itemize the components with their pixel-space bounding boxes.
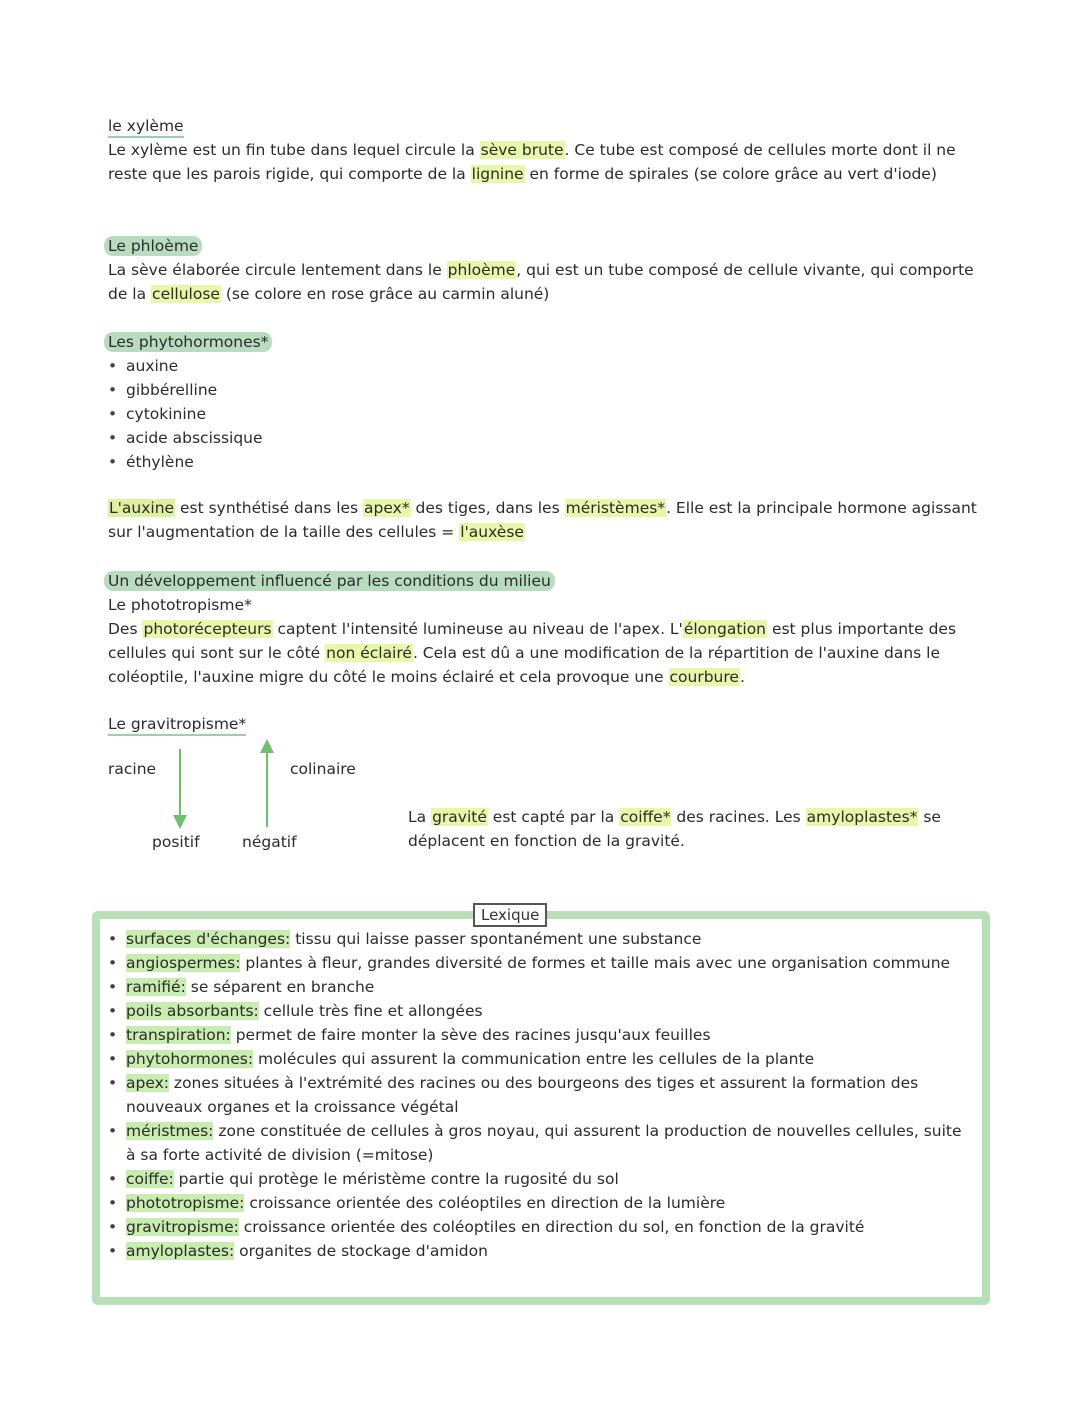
lexique-term: phototropisme: bbox=[126, 1194, 245, 1212]
arrow-down-icon bbox=[173, 749, 187, 829]
highlight-courbure: courbure bbox=[669, 668, 739, 686]
section-gravitropisme bbox=[108, 712, 978, 736]
section-title-xylem: le xylème bbox=[108, 116, 184, 138]
lexique-term: angiospermes: bbox=[126, 954, 241, 972]
gravitropism-arrows-diagram bbox=[160, 735, 290, 835]
highlight-phloeme: phloème bbox=[447, 261, 516, 279]
text-run: se déplacent en fonction de la gravité. bbox=[408, 808, 941, 850]
xylem-paragraph bbox=[108, 138, 978, 186]
text-run: Le xylème est un fin tube dans lequel circule la bbox=[108, 141, 480, 159]
section-phloem bbox=[108, 234, 978, 306]
highlight-auxine: L'auxine bbox=[109, 499, 175, 517]
lexique-definition: croissance orientée des coléoptiles en direction du sol, en fonction de la gravité bbox=[238, 1218, 865, 1236]
lexique-item bbox=[108, 1239, 973, 1263]
text-run: La sève élaborée circule lentement dans le bbox=[108, 261, 447, 279]
label-positif: positif bbox=[152, 833, 200, 851]
lexique-definition: permet de faire monter la sève des racines jusqu'aux feuilles bbox=[230, 1026, 711, 1044]
section-title-phloem: Le phloème bbox=[104, 236, 202, 256]
lexique-term: transpiration: bbox=[126, 1026, 231, 1044]
lexique-definition: molécules qui assurent la communication entre les cellules de la plante bbox=[253, 1050, 815, 1068]
text-run: captent l'intensité lumineuse au niveau de l'apex. L' bbox=[272, 620, 683, 638]
lexique-term: gravitropisme: bbox=[126, 1218, 239, 1236]
list-item: • acide abscissique bbox=[108, 426, 978, 450]
text-run: , qui est un tube composé de cellule vivante, qui comporte de la bbox=[108, 261, 974, 303]
highlight-meristemes: méristèmes* bbox=[565, 499, 666, 517]
auxine-paragraph bbox=[108, 496, 978, 544]
list-item: • éthylène bbox=[108, 450, 978, 474]
text-run: La bbox=[408, 808, 432, 826]
lexique-item bbox=[108, 1167, 973, 1191]
lexique-item bbox=[108, 999, 973, 1023]
lexique-item bbox=[108, 951, 973, 975]
section-xylem bbox=[108, 114, 978, 186]
list-item: • gibbérelline bbox=[108, 378, 978, 402]
lexique-item bbox=[108, 1215, 973, 1239]
section-title-phytohormones: Les phytohormones* bbox=[104, 332, 272, 352]
lexique-definition: cellule très fine et allongées bbox=[258, 1002, 483, 1020]
lexique-definition: zone constituée de cellules à gros noyau, qui assurent la production de nouvelles cellules, suite à sa forte activité de division (=mitose) bbox=[126, 1122, 962, 1164]
text-run: . Cela est dû a une modification de la répartition de l'auxine dans le coléoptile, l'auxine migre du côté le moins éclairé et cela provoque une bbox=[108, 644, 941, 686]
lexique-definition: organites de stockage d'amidon bbox=[234, 1242, 488, 1260]
text-run: en forme de spirales (se colore grâce au vert d'iode) bbox=[524, 165, 937, 183]
section-milieu bbox=[108, 569, 978, 689]
lexique-item bbox=[108, 1071, 973, 1119]
text-run: . Elle est la principale hormone agissant sur l'augmentation de la taille des cellules = bbox=[108, 499, 977, 541]
highlight-cellulose: cellulose bbox=[152, 285, 220, 303]
text-run: . bbox=[739, 668, 745, 686]
lexique-item bbox=[108, 975, 973, 999]
highlight-gravite: gravité bbox=[432, 808, 487, 826]
section-auxine bbox=[108, 496, 978, 544]
lexique-definition: zones situées à l'extrémité des racines ou des bourgeons des tiges et assurent la formation des nouveaux organes et la croissance végétal bbox=[126, 1074, 919, 1116]
list-item: • auxine bbox=[108, 354, 978, 378]
lexique-term: phytohormones: bbox=[126, 1050, 254, 1068]
text-run: (se colore en rose grâce au carmin aluné) bbox=[220, 285, 550, 303]
lexique-term: apex: bbox=[126, 1074, 169, 1092]
label-negatif: négatif bbox=[242, 833, 297, 851]
section-title-gravitropisme: Le gravitropisme* bbox=[108, 714, 246, 736]
lexique-definition: se séparent en branche bbox=[185, 978, 375, 996]
lexique-item bbox=[108, 1119, 973, 1167]
highlight-coiffe: coiffe* bbox=[620, 808, 671, 826]
text-run: Des bbox=[108, 620, 143, 638]
list-item: • cytokinine bbox=[108, 402, 978, 426]
text-run: . Ce tube est composé de cellules morte dont il ne reste que les parois rigide, qui comporte de la bbox=[108, 141, 956, 183]
label-racine: racine bbox=[108, 760, 157, 778]
subtitle-phototropisme: Le phototropisme* bbox=[108, 596, 252, 614]
phloem-paragraph bbox=[108, 258, 978, 306]
lexique-term: surfaces d'échanges: bbox=[126, 930, 291, 948]
section-phytohormones bbox=[108, 330, 978, 474]
lexique-term: poils absorbants: bbox=[126, 1002, 259, 1020]
label-colinaire: colinaire bbox=[290, 760, 356, 778]
highlight-seve-brute: sève brute bbox=[480, 141, 564, 159]
highlight-lignine: lignine bbox=[471, 165, 524, 183]
lexique-list bbox=[108, 927, 973, 1263]
lexique-term: ramifié: bbox=[126, 978, 186, 996]
highlight-non-eclaire: non éclairé bbox=[326, 644, 412, 662]
text-run: est plus importante des cellules qui sont sur le côté bbox=[108, 620, 957, 662]
highlight-elongation: élongation bbox=[683, 620, 767, 638]
phytohormones-list bbox=[108, 354, 978, 474]
lexique-item bbox=[108, 1191, 973, 1215]
highlight-photorecepteurs: photorécepteurs bbox=[143, 620, 272, 638]
highlight-auxese: l'auxèse bbox=[460, 523, 524, 541]
highlight-apex: apex* bbox=[364, 499, 410, 517]
lexique-term: méristmes: bbox=[126, 1122, 214, 1140]
lexique-term: amyloplastes: bbox=[126, 1242, 235, 1260]
text-run: des tiges, dans les bbox=[410, 499, 565, 517]
phototropisme-paragraph bbox=[108, 617, 978, 689]
arrow-up-icon bbox=[260, 739, 274, 827]
gravitropism-paragraph bbox=[408, 805, 968, 853]
lexique-item bbox=[108, 1023, 973, 1047]
lexique-label: Lexique bbox=[473, 903, 547, 927]
section-title-milieu: Un développement influencé par les conditions du milieu bbox=[104, 571, 555, 591]
text-run: des racines. Les bbox=[671, 808, 806, 826]
lexique-term: coiffe: bbox=[126, 1170, 174, 1188]
text-run: est synthétisé dans les bbox=[175, 499, 364, 517]
lexique-definition: partie qui protège le méristème contre la rugosité du sol bbox=[173, 1170, 619, 1188]
lexique-item bbox=[108, 927, 973, 951]
text-run: est capté par la bbox=[487, 808, 620, 826]
lexique-item bbox=[108, 1047, 973, 1071]
lexique-definition: plantes à fleur, grandes diversité de formes et taille mais avec une organisation commune bbox=[240, 954, 951, 972]
lexique-definition: croissance orientée des coléoptiles en direction de la lumière bbox=[244, 1194, 726, 1212]
highlight-amyloplastes: amyloplastes* bbox=[806, 808, 918, 826]
lexique-definition: tissu qui laisse passer spontanément une substance bbox=[290, 930, 702, 948]
